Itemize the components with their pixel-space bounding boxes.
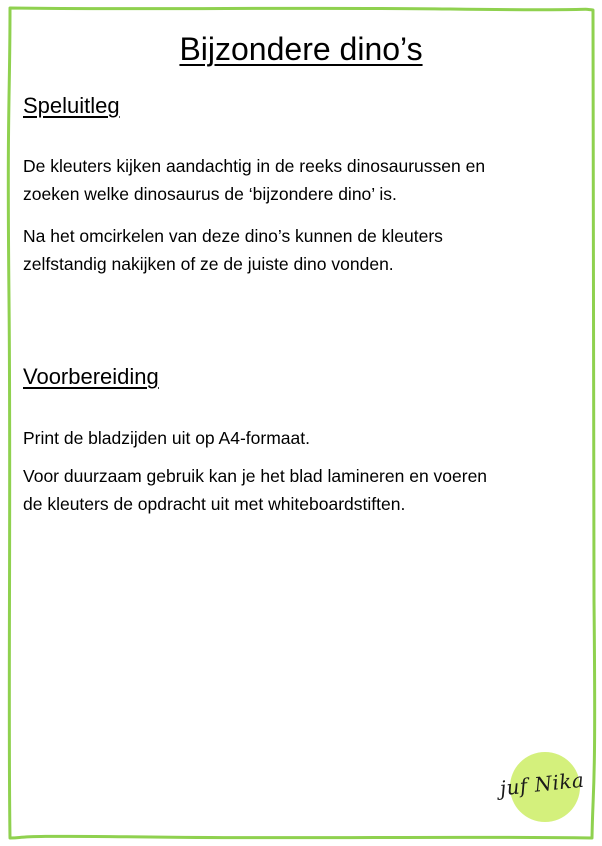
juf-nika-logo [496, 752, 588, 822]
logo-text: juf Nika [498, 767, 586, 801]
paragraph [23, 152, 583, 208]
paragraph [23, 222, 583, 278]
paragraph-line: Print de bladzijden uit op A4-formaat. [23, 428, 310, 448]
paragraph-line: zoeken welke dinosaurus de ‘bijzondere dino’ is. [23, 184, 397, 204]
paragraph-line: De kleuters kijken aandachtig in de reeks dinosaurussen en [23, 156, 486, 176]
paragraph-line: Na het omcirkelen van deze dino’s kunnen de kleuters [23, 226, 443, 246]
section-heading-voorbereiding: Voorbereiding [23, 364, 159, 389]
page-title: Bijzondere dino’s [179, 31, 423, 67]
paragraph [23, 462, 583, 518]
paragraph-line: zelfstandig nakijken of ze de juiste dino vonden. [23, 254, 394, 274]
paragraph-line: Voor duurzaam gebruik kan je het blad lamineren en voeren [23, 466, 488, 486]
section-heading-speluitleg: Speluitleg [23, 93, 120, 118]
paragraph [23, 424, 583, 452]
paragraph-line: de kleuters de opdracht uit met whiteboardstiften. [23, 494, 406, 514]
